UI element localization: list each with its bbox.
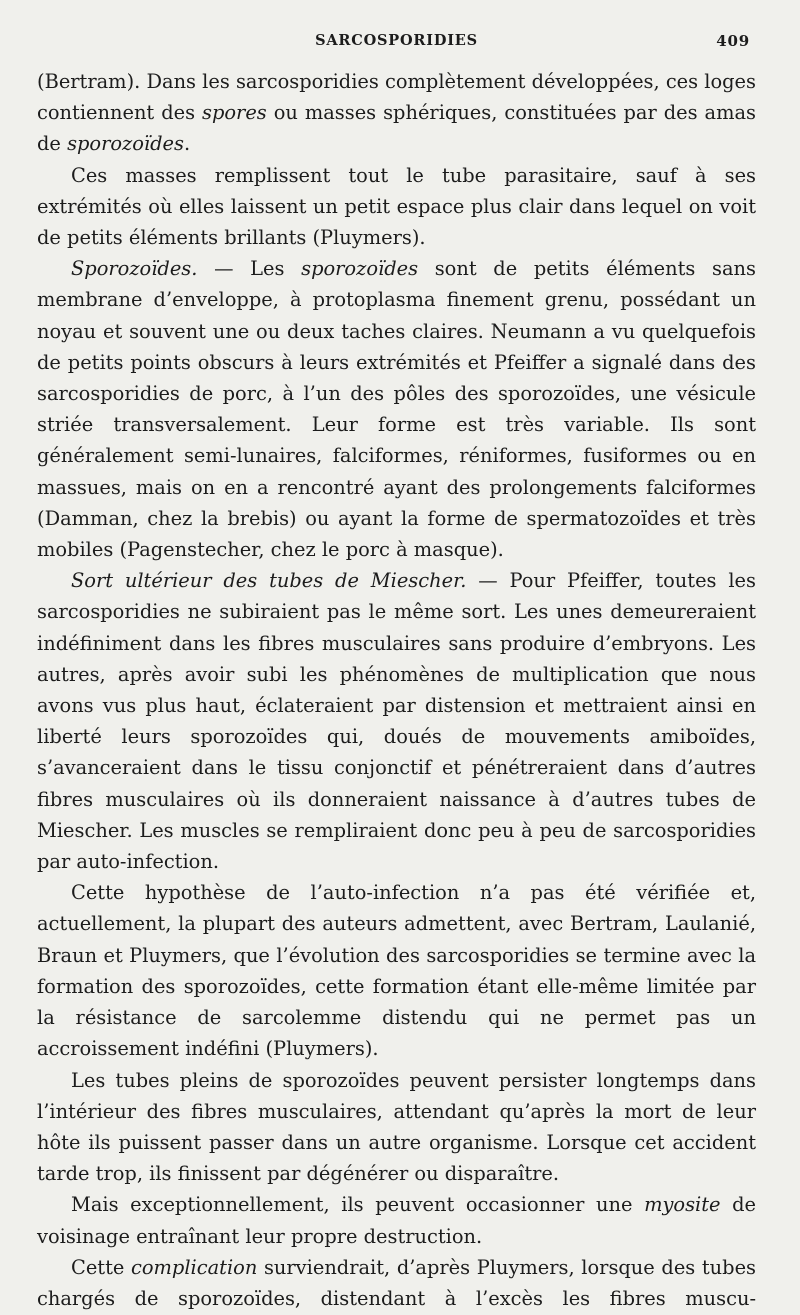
paragraph-1-text-c: ou masses sphériques, constituées par des amas de xyxy=(37,101,756,156)
paragraph-4-text: — Pour Pfeiffer, toutes les sarcosporidies ne subiraient pas le même sort. Les unes demeureraient indéfiniment dans les fibres musculaires sans produire d’embryons. Les autres, après avoir subi les phénomènes de multiplication que nous avons vus plus haut, éclateraient par distension et mettraient ainsi en liberté leurs sporozoïdes qui, doués de mouvements amiboïdes, s’avanceraient dans le tissu conjonctif et pénétreraient dans d’autres fibres musculaires où ils donneraient naissance à d’autres tubes de Miescher. Les muscles se rempliraient donc peu à peu de sarcosporidies par auto-infection. xyxy=(37,569,756,874)
term-myosite: myosite xyxy=(644,1193,721,1217)
paragraph-1-text-e: . xyxy=(183,132,191,156)
running-title: SARCOSPORIDIES xyxy=(315,32,478,49)
term-sporozoides-2: sporozoïdes xyxy=(301,257,419,281)
paragraph-3-text-a: — Les xyxy=(197,257,302,281)
paragraph-1 xyxy=(37,66,756,160)
section-heading-sporozoides: Sporozoïdes. xyxy=(71,257,198,281)
term-sporozoides: sporozoïdes xyxy=(67,132,184,156)
page-number: 409 xyxy=(716,32,750,50)
paragraph-1-text-a: (Bertram). Dans les sarcosporidies complètement développées, ces loges contiennent des xyxy=(37,70,756,125)
paragraph-6: Les tubes pleins de sporozoïdes peuvent persister longtemps dans l’intérieur des fibres musculaires, attendant qu’après la mort de leur hôte ils puissent passer dans un autre organisme. Lorsque cet accident tarde trop, ils finissent par dégénérer ou disparaître. xyxy=(37,1068,756,1186)
paragraph-7 xyxy=(37,1189,756,1251)
paragraph-8-text-c: surviendrait, d’après Pluymers, lorsque des tubes chargés de sporozoïdes, distendant à l’excès les fibres muscu- xyxy=(37,1255,756,1310)
term-spores: spores xyxy=(202,101,267,125)
paragraph-8 xyxy=(37,1252,756,1314)
paragraph-7-text-c: de voisinage entraînant leur propre destruction. xyxy=(37,1193,756,1248)
paragraph-7-text-a: Mais exceptionnellement, ils peuvent occasionner une xyxy=(71,1193,645,1217)
paragraph-2: Ces masses remplissent tout le tube parasitaire, sauf à ses extrémités où elles laissent un petit espace plus clair dans lequel on voit de petits éléments brillants (Pluymers). xyxy=(37,163,756,250)
section-heading-sort-ulterieur: Sort ultérieur des tubes de Miescher. xyxy=(71,569,467,593)
running-head xyxy=(37,26,756,66)
term-complication: complication xyxy=(131,1255,258,1279)
paragraph-5: Cette hypothèse de l’auto-infection n’a pas été vérifiée et, actuellement, la plupart des auteurs admettent, avec Bertram, Laulanié, Braun et Pluymers, que l’évolution des sarcosporidies se termine avec la formation des sporozoïdes, cette formation étant elle-même limitée par la résistance de sarcolemme distendu qui ne permet pas un accroissement indéfini (Pluymers). xyxy=(37,881,756,1061)
body-text xyxy=(37,66,756,1314)
paragraph-4 xyxy=(37,565,756,877)
paragraph-3-text-c: sont de petits éléments sans membrane d’enveloppe, à protoplasma finement grenu, possédant un noyau et souvent une ou deux taches claires. Neumann a vu quelquefois de petits points obscurs à leurs extrémités et Pfeiffer a signalé dans des sarcosporidies de porc, à l’un des pôles des sporozoïdes, une vésicule striée transversalement. Leur forme est très variable. Ils sont généralement semi-lunaires, falciformes, réniformes, fusiformes ou en massues, mais on en a rencontré ayant des prolongements falciformes (Damman, chez la brebis) ou ayant la forme de spermatozoïdes et très mobiles (Pagenstecher, chez le porc à masque). xyxy=(37,257,757,562)
paragraph-3 xyxy=(37,253,756,565)
paragraph-8-text-a: Cette xyxy=(71,1255,132,1279)
